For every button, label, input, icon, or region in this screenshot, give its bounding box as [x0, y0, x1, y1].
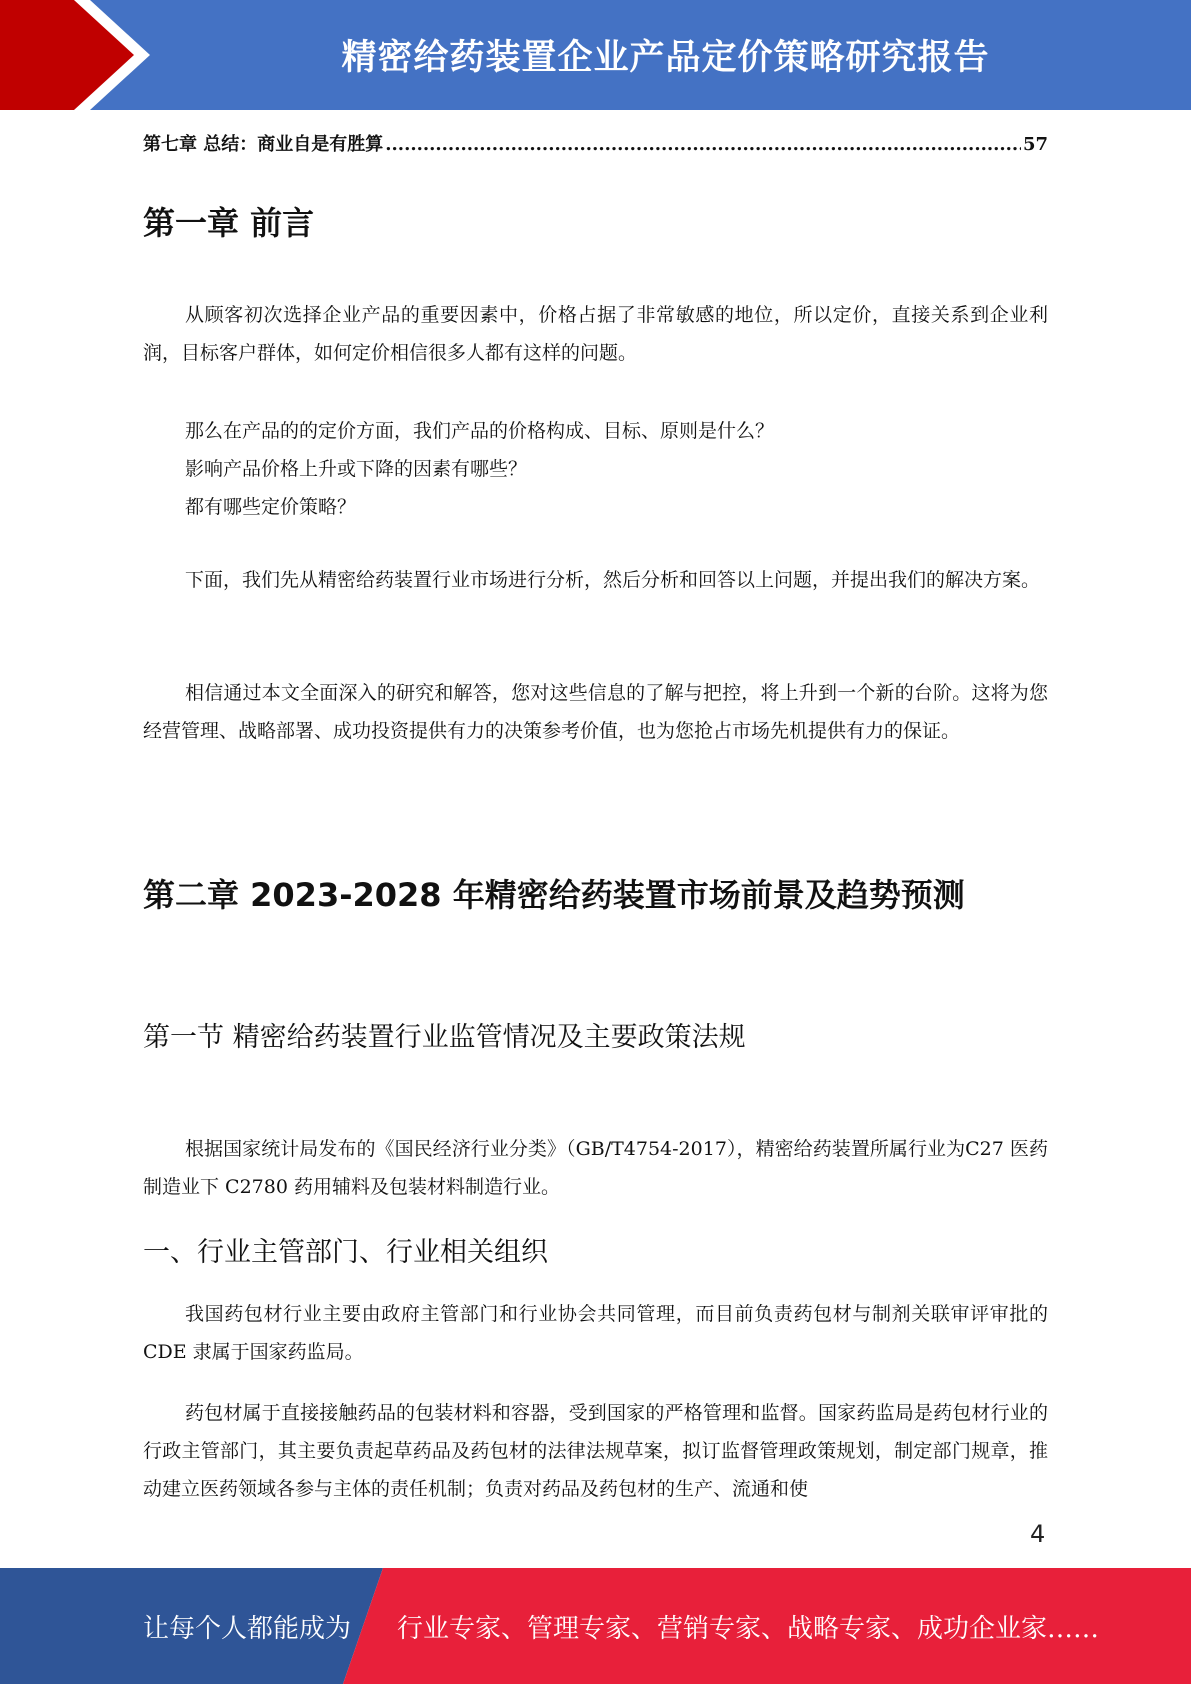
page-header	[0, 0, 1191, 110]
report-title: 精密给药装置企业产品定价策略研究报告	[341, 38, 990, 78]
footer-slogan-right: 行业专家、管理专家、营销专家、战略专家、成功企业家……	[397, 1613, 1100, 1644]
footer-slogan-left: 让每个人都能成为	[143, 1613, 352, 1644]
section-one-heading: 第一节 精密给药装置行业监管情况及主要政策法规	[143, 1022, 746, 1053]
chapter-two-paragraph-2: 我国药包材行业主要由政府主管部门和行业协会共同管理，而目前负责药包材与制剂关联审评审批的 CDE 隶属于国家药监局。	[143, 1303, 1048, 1363]
chapter-one-paragraph-2: 下面，我们先从精密给药装置行业市场进行分析，然后分析和回答以上问题，并提出我们的解决方案。	[185, 569, 1041, 591]
toc-entry-label: 第七章 总结：商业自是有胜算	[143, 134, 384, 155]
question-3: 都有哪些定价策略？	[185, 496, 357, 518]
page-number: 4	[1030, 1520, 1046, 1548]
subsection-one-heading: 一、行业主管部门、行业相关组织	[143, 1237, 548, 1268]
chapter-one-heading: 第一章 前言	[143, 204, 315, 242]
toc-entry-page: 57	[1022, 134, 1048, 155]
chapter-two-heading: 第二章 2023-2028 年精密给药装置市场前景及趋势预测	[143, 876, 965, 914]
question-2: 影响产品价格上升或下降的因素有哪些？	[185, 458, 528, 480]
chapter-one-paragraph-3: 相信通过本文全面深入的研究和解答，您对这些信息的了解与把控，将上升到一个新的台阶。这将为您经营管理、战略部署、成功投资提供有力的决策参考价值，也为您抢占市场先机提供有力的保证。	[143, 682, 1048, 742]
question-1: 那么在产品的的定价方面，我们产品的价格构成、目标、原则是什么？	[185, 420, 775, 442]
chapter-one-paragraph-1: 从顾客初次选择企业产品的重要因素中，价格占据了非常敏感的地位，所以定价，直接关系到企业利润，目标客户群体，如何定价相信很多人都有这样的问题。	[143, 304, 1048, 364]
toc-entry[interactable]	[143, 130, 1048, 156]
chapter-two-paragraph-3: 药包材属于直接接触药品的包装材料和容器，受到国家的严格管理和监督。国家药监局是药包材行业的行政主管部门，其主要负责起草药品及药包材的法律法规草案，拟订监督管理政策规划，制定部门规章，推动建立医药领域各参与主体的责任机制；负责对药品及药包材的生产、流通和使	[143, 1402, 1048, 1500]
chapter-two-paragraph-1: 根据国家统计局发布的《国民经济行业分类》（GB/T4754-2017），精密给药装置所属行业为C27 医药制造业下 C2780 药用辅料及包装材料制造行业。	[143, 1138, 1048, 1198]
toc-leader-dots	[385, 134, 1021, 155]
header-arrow-decoration	[0, 0, 160, 110]
page-footer	[0, 1568, 1191, 1684]
